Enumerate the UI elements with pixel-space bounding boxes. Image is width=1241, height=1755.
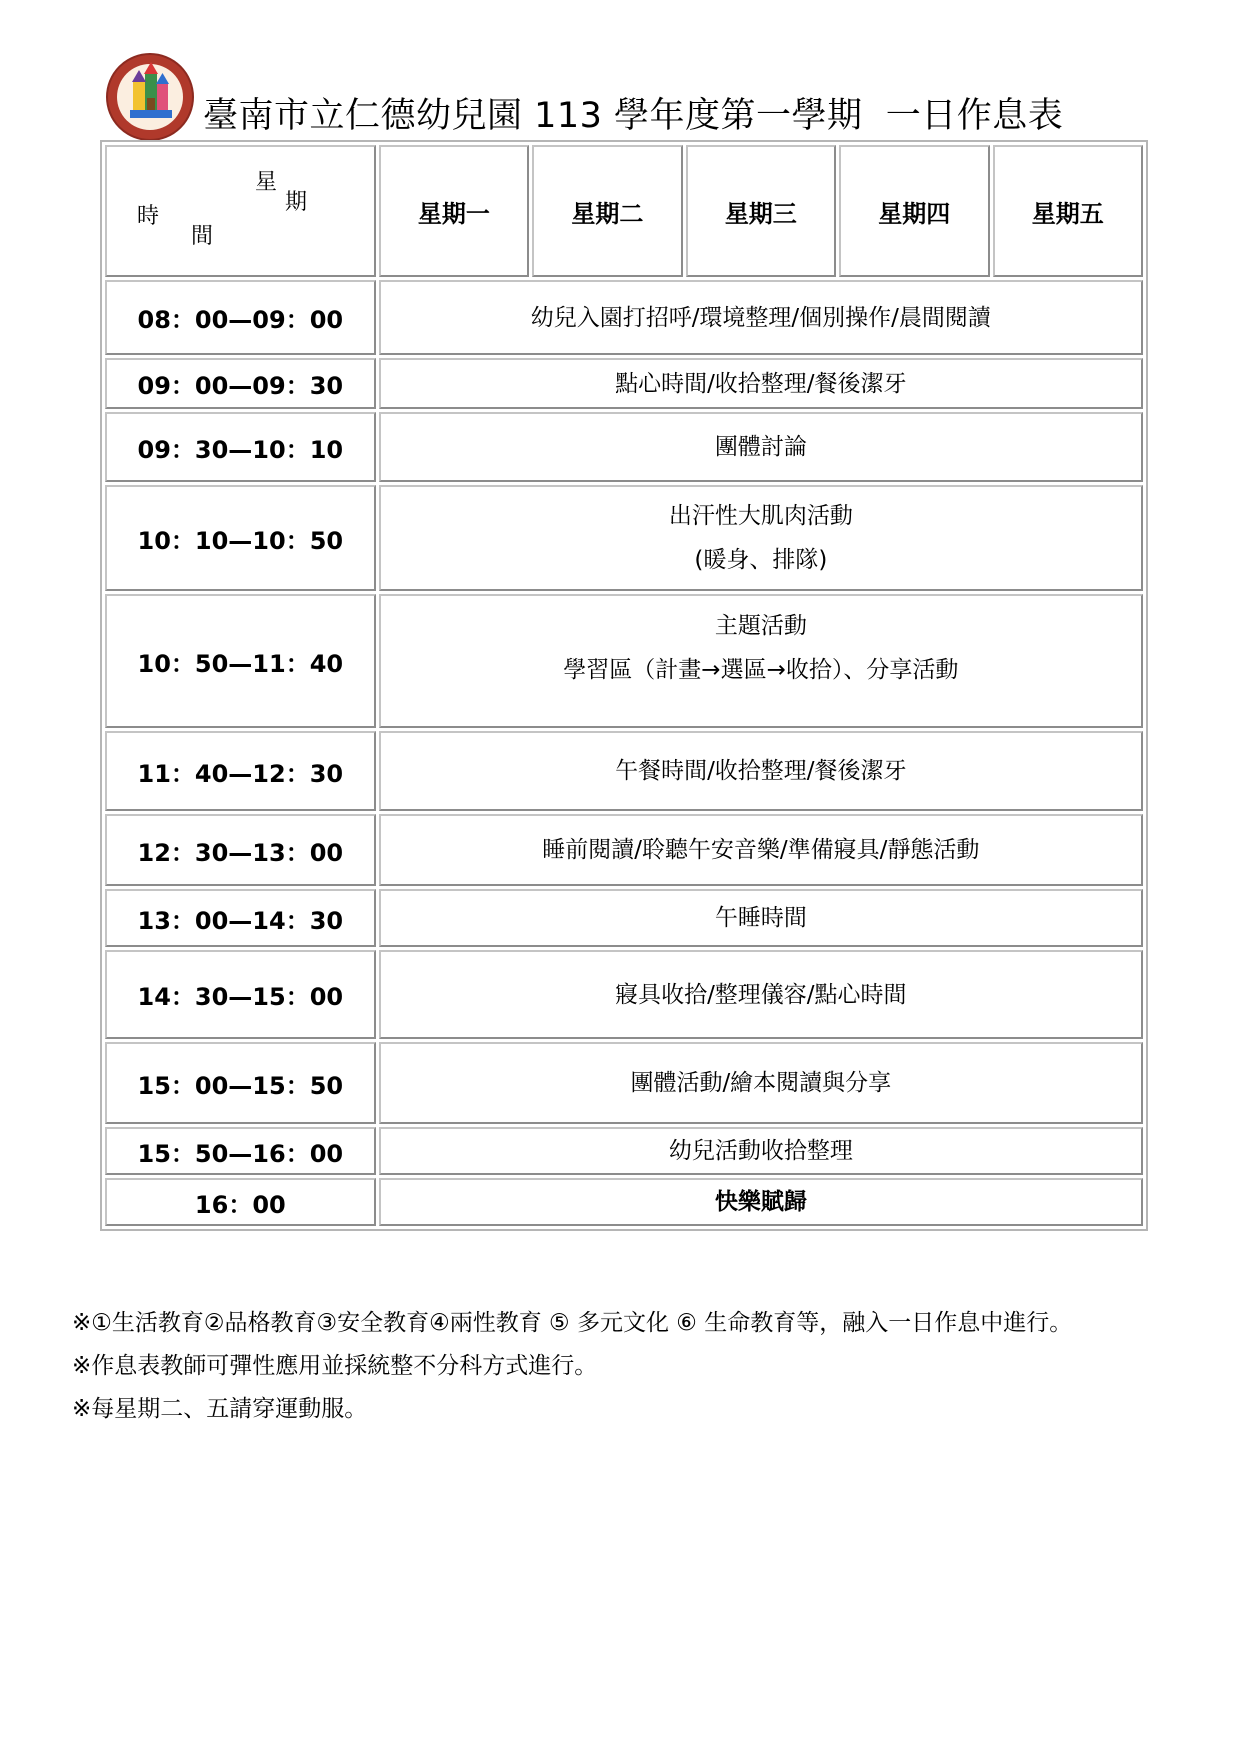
table-row — [105, 1178, 1143, 1226]
activity-cell — [379, 814, 1143, 886]
time-cell: 09：30—10：10 — [105, 412, 376, 482]
footnote: ※作息表教師可彈性應用並採統整不分科方式進行。 — [72, 1353, 598, 1379]
footnotes — [72, 1302, 1072, 1431]
time-cell: 12：30—13：00 — [105, 814, 376, 886]
activity-cell — [379, 1127, 1143, 1175]
kindergarten-logo — [105, 52, 195, 142]
activity-text: 團體討論 — [714, 434, 807, 460]
activity-text: 主題活動 — [714, 613, 807, 639]
activity-cell — [379, 950, 1143, 1039]
table-row — [105, 1127, 1143, 1175]
table-row — [105, 485, 1143, 591]
corner-time-char-1: 時 — [137, 204, 160, 229]
day-header-mon: 星期一 — [379, 145, 529, 277]
day-header-thu: 星期四 — [839, 145, 989, 277]
activity-cell — [379, 594, 1143, 728]
time-cell: 15：00—15：50 — [105, 1042, 376, 1124]
day-header-wed: 星期三 — [686, 145, 836, 277]
activity-text: 幼兒入園打招呼/環境整理/個別操作/晨間閱讀 — [530, 304, 991, 331]
activity-cell — [379, 1042, 1143, 1124]
time-cell: 13：00—14：30 — [105, 889, 376, 947]
activity-text: 睡前閱讀/聆聽午安音樂/準備寢具/靜態活動 — [542, 837, 980, 863]
day-header-fri: 星期五 — [993, 145, 1143, 277]
activity-text: 出汗性大肌肉活動 — [668, 503, 853, 529]
activity-cell — [379, 1178, 1143, 1226]
table-row — [105, 1042, 1143, 1124]
table-row — [105, 950, 1143, 1039]
activity-cell — [379, 358, 1143, 409]
corner-time-char-2: 間 — [191, 224, 214, 249]
activity-cell — [379, 485, 1143, 591]
time-cell: 10：10—10：50 — [105, 485, 376, 591]
time-cell: 11：40—12：30 — [105, 731, 376, 811]
activity-text: 快樂賦歸 — [714, 1189, 807, 1215]
daily-schedule-table — [100, 140, 1148, 1231]
page-header — [105, 52, 1155, 142]
time-cell: 16：00 — [105, 1178, 376, 1226]
table-row — [105, 358, 1143, 409]
time-cell: 09：00—09：30 — [105, 358, 376, 409]
footnote: ※每星期二、五請穿運動服。 — [72, 1396, 368, 1422]
table-row — [105, 594, 1143, 728]
table-row — [105, 412, 1143, 482]
footnote: ※①生活教育②品格教育③安全教育④兩性教育 ⑤ 多元文化 ⑥ 生命教育等，融入一日作息中進行。 — [72, 1310, 1073, 1336]
activity-text: 幼兒活動收拾整理 — [668, 1138, 853, 1164]
table-header-row — [105, 145, 1143, 277]
activity-cell — [379, 889, 1143, 947]
activity-text: 午餐時間/收拾整理/餐後潔牙 — [615, 758, 907, 784]
time-cell: 10：50—11：40 — [105, 594, 376, 728]
time-cell: 15：50—16：00 — [105, 1127, 376, 1175]
activity-text: (暖身、排隊) — [694, 547, 828, 573]
activity-cell — [379, 731, 1143, 811]
corner-day-char-2: 期 — [285, 190, 308, 215]
activity-text: 午睡時間 — [714, 905, 807, 931]
table-row — [105, 280, 1143, 355]
page-title: 臺南市立仁德幼兒園 113 學年度第一學期 一日作息表 — [203, 96, 1064, 136]
activity-cell — [379, 412, 1143, 482]
activity-text: 點心時間/收拾整理/餐後潔牙 — [615, 370, 907, 397]
activity-text: 寢具收拾/整理儀容/點心時間 — [615, 981, 907, 1008]
day-header-tue: 星期二 — [532, 145, 682, 277]
time-cell: 14：30—15：00 — [105, 950, 376, 1039]
time-cell: 08：00—09：00 — [105, 280, 376, 355]
table-row — [105, 889, 1143, 947]
table-row — [105, 814, 1143, 886]
activity-text: 學習區（計畫→選區→收拾）、分享活動 — [563, 657, 959, 683]
activity-cell — [379, 280, 1143, 355]
corner-cell — [105, 145, 376, 277]
corner-day-char-1: 星 — [255, 170, 278, 195]
activity-text: 團體活動/繪本閱讀與分享 — [630, 1070, 892, 1096]
table-row — [105, 731, 1143, 811]
